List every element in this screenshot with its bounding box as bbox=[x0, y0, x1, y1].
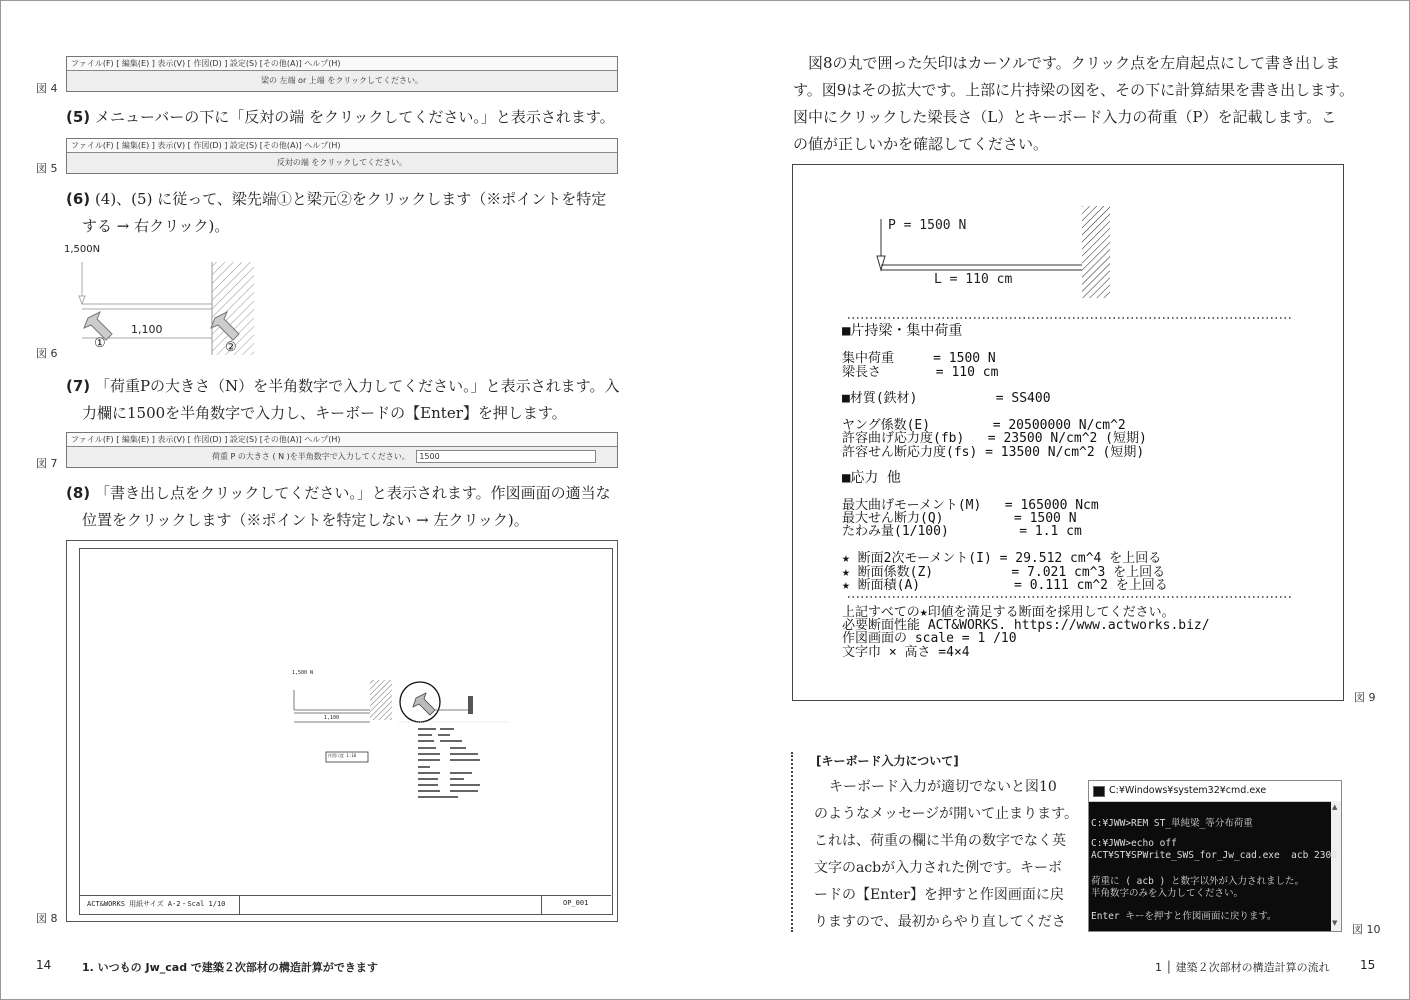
right-running-title: 1 │ 建築２次部材の構造計算の流れ bbox=[1155, 961, 1330, 974]
scroll-up-icon[interactable]: ▲ bbox=[1332, 803, 1338, 811]
fig9-wall bbox=[1082, 206, 1110, 298]
fig7-message: 荷重 P の大きさ ( N )を半角数字で入力してください。 bbox=[212, 452, 410, 461]
step8-line2: 位置をクリックします（※ポイントを特定しない → 左クリック)。 bbox=[82, 511, 529, 529]
step6-line2: する → 右クリック)。 bbox=[82, 217, 230, 235]
step7-number: (7) bbox=[66, 377, 91, 395]
calc-modulus: ★ 断面係数(Z) = 7.021 cm^3 を上回る bbox=[842, 565, 1166, 580]
step6 bbox=[66, 186, 626, 240]
intro-line-2: す。図9はその拡大です。上部に片持梁の図を、その下に計算結果を書き出します。 bbox=[793, 81, 1354, 99]
step5-number: (5) bbox=[66, 108, 91, 126]
keyboard-note-rule bbox=[791, 752, 793, 932]
intro-line-4: の値が正しいかを確認してください。 bbox=[793, 135, 1049, 153]
fig10-label: 図 10 bbox=[1352, 923, 1381, 936]
cmd-line-6: 荷重に ( acb ) と数字以外が入力されました。 bbox=[1091, 876, 1304, 887]
fig6-label: 図 6 bbox=[36, 347, 58, 360]
step8-number: (8) bbox=[66, 484, 91, 502]
calc-material: ■材質(鉄材) = SS400 bbox=[842, 391, 1051, 406]
fig7-window bbox=[66, 432, 618, 468]
fig5-label: 図 5 bbox=[36, 162, 58, 175]
step7-line1: 「荷重Pの大きさ（N）を半角数字で入力してください。」と表示されます。入 bbox=[94, 377, 620, 395]
calc-text-size: 文字巾 × 高さ =4×4 bbox=[842, 645, 970, 660]
calc-area: ★ 断面積(A) = 0.111 cm^2 を上回る bbox=[842, 578, 1168, 593]
keyboard-line-5: ードの【Enter】を押すと作図画面に戻 bbox=[814, 887, 1064, 903]
fig6-point-2: ② bbox=[225, 340, 237, 355]
intro-line-3: 図中にクリックした梁長さ（L）とキーボード入力の荷重（P）を記載します。こ bbox=[793, 108, 1337, 126]
fig8-title-block bbox=[79, 895, 611, 914]
calc-fs: 許容せん断応力度(fs) = 13500 N/cm^2 (短期) bbox=[842, 445, 1145, 460]
fig8-scale-box: 作図尺度 1:10 bbox=[328, 753, 357, 758]
calc-note: 上記すべての★印値を満足する断面を採用してください。 bbox=[842, 605, 1175, 620]
calc-deflection: たわみ量(1/100) = 1.1 cm bbox=[842, 524, 1082, 539]
fig4-message: 梁の 左端 or 上端 をクリックしてください。 bbox=[67, 71, 617, 91]
fig9-beam-diagram bbox=[792, 164, 1342, 324]
step5 bbox=[66, 104, 615, 131]
cmd-line-4: ACT¥ST¥SPWrite_SWS_for_Jw_cad.exe acb 2300 bbox=[1091, 850, 1337, 861]
calc-fb: 許容曲げ応力度(fb) = 23500 N/cm^2 (短期) bbox=[842, 431, 1147, 446]
keyboard-line-1: キーボード入力が適切でないと図10 bbox=[829, 779, 1057, 795]
fig5-window bbox=[66, 138, 618, 174]
fig5-menubar[interactable]: ファイル(F) [ 編集(E) ] 表示(V) [ 作図(D) ] 設定(S) [その他(A)] ヘルプ(H) bbox=[67, 139, 617, 153]
fig8-span-label: 1,100 bbox=[324, 715, 340, 721]
step7-line2: 力欄に1500を半角数字で入力し、キーボードの【Enter】を押します。 bbox=[82, 404, 567, 422]
fig4-label: 図 4 bbox=[36, 82, 58, 95]
calc-section-stress: ■応力 他 bbox=[842, 470, 901, 486]
fig6-point-1: ① bbox=[94, 336, 106, 351]
fig8-load-label: 1,500 N bbox=[292, 670, 314, 676]
fig10-titlebar bbox=[1089, 781, 1341, 802]
step5-text: メニューバーの下に「反対の端 をクリックしてください。」と表示されます。 bbox=[94, 108, 615, 126]
calc-moment: 最大曲げモーメント(M) = 165000 Ncm bbox=[842, 498, 1099, 513]
right-intro bbox=[793, 50, 1363, 158]
cmd-icon bbox=[1093, 786, 1105, 797]
fig8-label: 図 8 bbox=[36, 912, 58, 925]
keyboard-note-body bbox=[814, 774, 1089, 936]
fig7-message-row bbox=[67, 447, 617, 467]
intro-line-1: 図8の丸で囲った矢印はカーソルです。クリック点を左肩起点にして書き出しま bbox=[808, 54, 1341, 72]
step6-line1: (4)、(5) に従って、梁先端①と梁元②をクリックします（※ポイントを特定 bbox=[94, 190, 607, 208]
calc-credit: 必要断面性能 ACT&WORKS. https://www.actworks.biz/ bbox=[842, 618, 1210, 633]
fig7-label: 図 7 bbox=[36, 457, 58, 470]
fig8-output-preview bbox=[280, 660, 520, 805]
fig7-menubar[interactable]: ファイル(F) [ 編集(E) ] 表示(V) [ 作図(D) ] 設定(S) [その他(A)] ヘルプ(H) bbox=[67, 433, 617, 447]
step8-line1: 「書き出し点をクリックしてください。」と表示されます。作図画面の適当な bbox=[94, 484, 611, 502]
cmd-line-3: C:¥JWW>echo off bbox=[1091, 838, 1177, 849]
fig8-cursor-icon bbox=[413, 693, 435, 715]
keyboard-line-6: りますので、最初からやり直してくださ bbox=[814, 914, 1066, 930]
keyboard-line-2: のようなメッセージが開いて止まります。 bbox=[814, 806, 1079, 822]
keyboard-line-3: これは、荷重の欄に半角の数字でなく英 bbox=[814, 833, 1066, 849]
fig6-span-label: 1,100 bbox=[131, 323, 163, 336]
fig6-load-label: 1,500N bbox=[64, 244, 101, 255]
calc-shear: 最大せん断力(Q) = 1500 N bbox=[842, 511, 1077, 526]
fig9-label: 図 9 bbox=[1354, 691, 1376, 704]
fig4-window bbox=[66, 56, 618, 92]
calc-load: 集中荷重 = 1500 N bbox=[842, 351, 996, 366]
calc-section-beam: ■片持梁・集中荷重 bbox=[842, 323, 963, 339]
keyboard-note-heading: [キーボード入力について] bbox=[816, 754, 959, 768]
fig8-sheet-number: OP_001 bbox=[563, 899, 589, 907]
fig9-separator-2 bbox=[792, 594, 1342, 600]
fig8-title-text: ACT&WORKS 用紙サイズ A-2・Scal 1/10 bbox=[87, 900, 226, 908]
fig7-load-input[interactable]: 1500 bbox=[416, 450, 596, 463]
step7 bbox=[66, 373, 626, 427]
calc-scale: 作図画面の scale = 1 /10 bbox=[842, 631, 1017, 646]
step8 bbox=[66, 480, 626, 534]
fig6-beam-diagram bbox=[60, 240, 270, 365]
fig4-menubar[interactable]: ファイル(F) [ 編集(E) ] 表示(V) [ 作図(D) ] 設定(S) [その他(A)] ヘルプ(H) bbox=[67, 57, 617, 71]
right-page-number: 15 bbox=[1360, 958, 1376, 972]
fig9-load-label: P = 1500 N bbox=[888, 218, 967, 233]
cmd-line-1: C:¥JWW>REM ST_単純梁_等分布荷重 bbox=[1091, 818, 1253, 829]
calc-inertia: ★ 断面2次モーメント(I) = 29.512 cm^4 を上回る bbox=[842, 551, 1162, 566]
calc-length: 梁長さ = 110 cm bbox=[842, 365, 999, 380]
keyboard-line-4: 文字のacbが入力された例です。キーボ bbox=[814, 860, 1063, 876]
fig9-length-label: L = 110 cm bbox=[934, 272, 1013, 287]
calc-young: ヤング係数(E) = 20500000 N/cm^2 bbox=[842, 418, 1126, 433]
left-page-number: 14 bbox=[36, 958, 52, 972]
scroll-down-icon[interactable]: ▼ bbox=[1332, 919, 1338, 927]
fig10-title: C:¥Windows¥system32¥cmd.exe bbox=[1109, 785, 1267, 796]
cmd-line-7: 半角数字のみを入力してください。 bbox=[1091, 888, 1244, 899]
step6-number: (6) bbox=[66, 190, 91, 208]
left-running-title: 1. いつもの Jw_cad で建築２次部材の構造計算ができます bbox=[82, 961, 378, 974]
fig5-message: 反対の端 をクリックしてください。 bbox=[67, 153, 617, 173]
cmd-line-9: Enter キーを押すと作図画面に戻ります。 bbox=[1091, 911, 1277, 922]
fig10-scrollbar[interactable] bbox=[1331, 801, 1341, 931]
